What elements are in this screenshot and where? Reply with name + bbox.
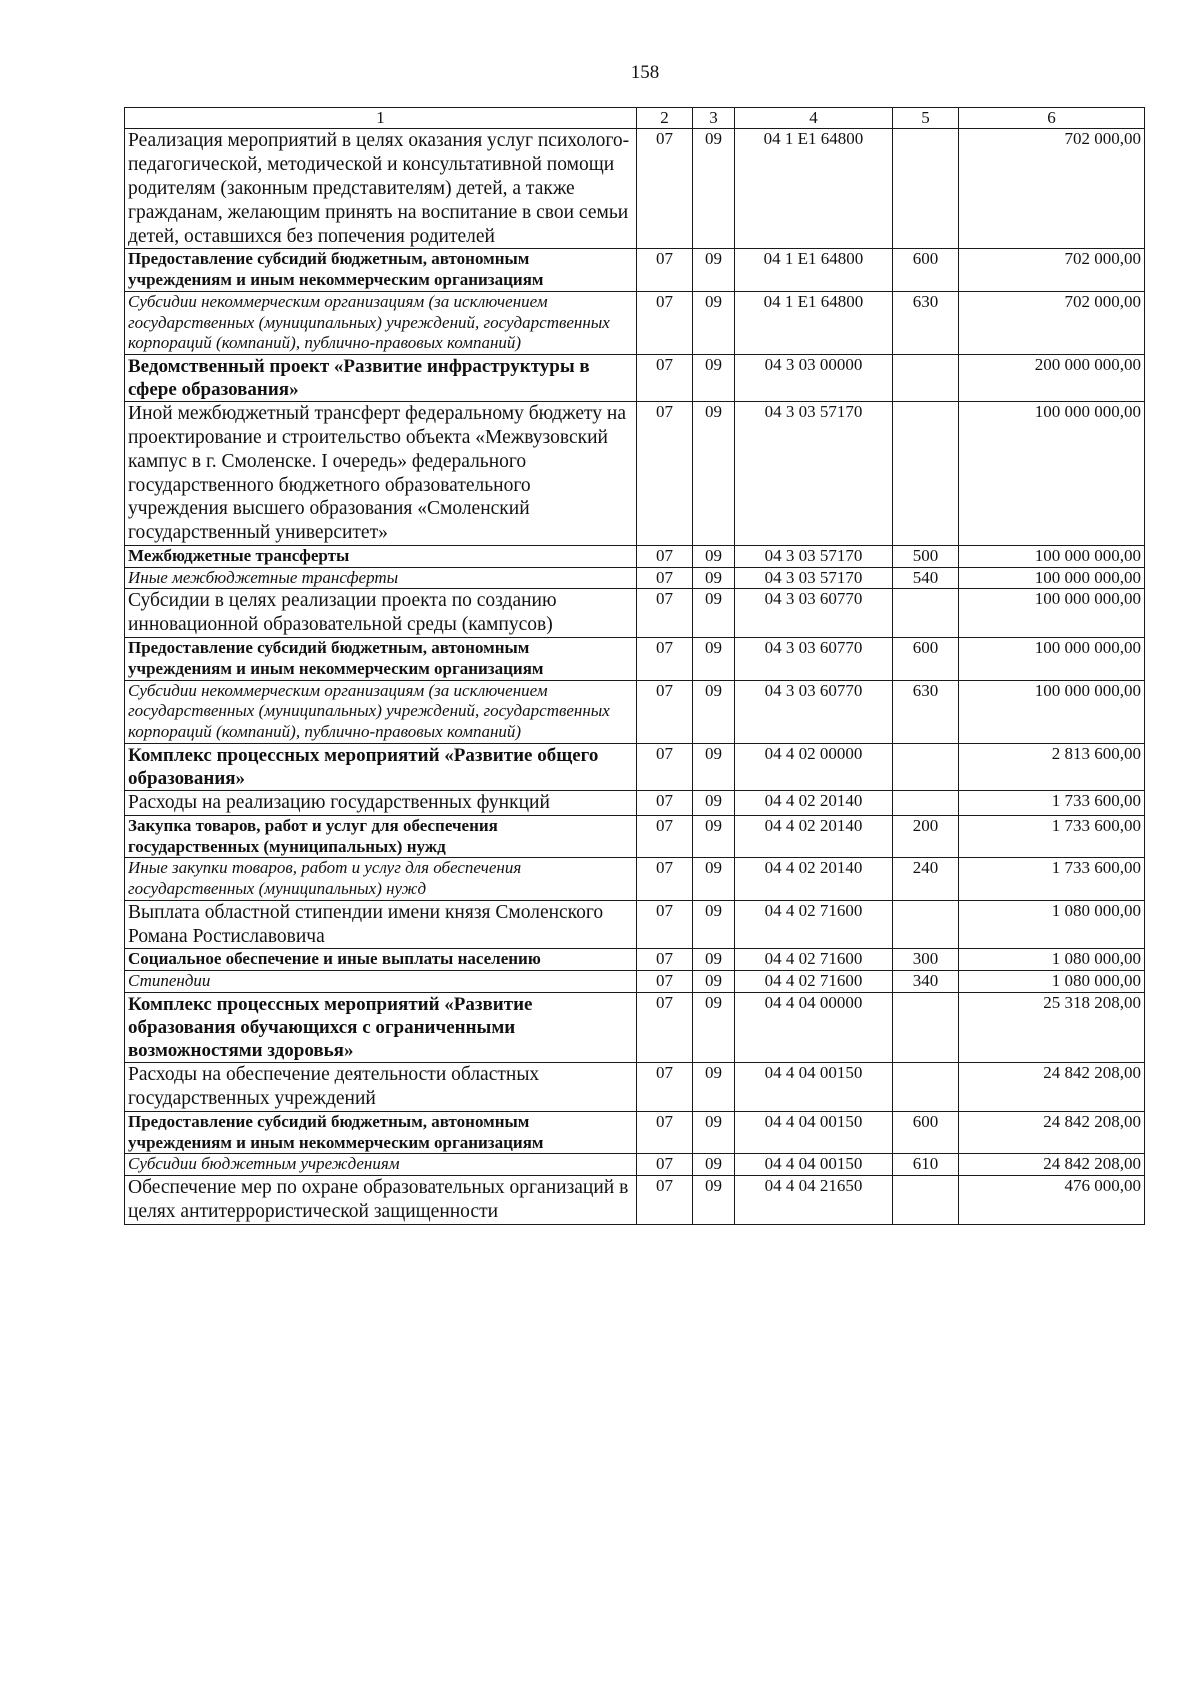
section-code-cell: 07 xyxy=(637,546,693,568)
amount-cell: 702 000,00 xyxy=(959,249,1145,291)
target-article-cell: 04 4 02 20140 xyxy=(735,791,893,816)
column-number-header: 3 xyxy=(693,108,735,129)
expense-name-cell: Стипендии xyxy=(125,971,637,993)
target-article-cell: 04 3 03 00000 xyxy=(735,354,893,401)
column-number-header-row xyxy=(125,108,1145,129)
column-number-header: 1 xyxy=(125,108,637,129)
target-article-cell: 04 1 E1 64800 xyxy=(735,129,893,249)
subsection-code-cell: 09 xyxy=(693,402,735,546)
subsection-code-cell: 09 xyxy=(693,249,735,291)
section-code-cell: 07 xyxy=(637,858,693,900)
target-article-cell: 04 4 02 71600 xyxy=(735,900,893,949)
table-row xyxy=(125,858,1145,900)
amount-cell: 25 318 208,00 xyxy=(959,992,1145,1063)
section-code-cell: 07 xyxy=(637,1176,693,1225)
expense-type-cell xyxy=(893,589,959,638)
subsection-code-cell: 09 xyxy=(693,1154,735,1176)
amount-cell: 476 000,00 xyxy=(959,1176,1145,1225)
expense-name-cell: Предоставление субсидий бюджетным, автономным учреждениям и иным некоммерческим организациям xyxy=(125,249,637,291)
table-row xyxy=(125,743,1145,790)
subsection-code-cell: 09 xyxy=(693,949,735,971)
expense-type-cell xyxy=(893,992,959,1063)
page-number: 158 xyxy=(630,62,660,83)
target-article-cell: 04 4 04 00150 xyxy=(735,1111,893,1153)
amount-cell: 24 842 208,00 xyxy=(959,1111,1145,1153)
amount-cell: 702 000,00 xyxy=(959,291,1145,354)
subsection-code-cell: 09 xyxy=(693,992,735,1063)
expense-type-cell xyxy=(893,129,959,249)
section-code-cell: 07 xyxy=(637,589,693,638)
amount-cell: 1 733 600,00 xyxy=(959,815,1145,857)
target-article-cell: 04 4 02 20140 xyxy=(735,858,893,900)
amount-cell: 100 000 000,00 xyxy=(959,567,1145,589)
column-number-header: 6 xyxy=(959,108,1145,129)
expense-name-cell: Межбюджетные трансферты xyxy=(125,546,637,568)
target-article-cell: 04 4 02 71600 xyxy=(735,971,893,993)
table-row xyxy=(125,354,1145,401)
section-code-cell: 07 xyxy=(637,291,693,354)
expense-type-cell xyxy=(893,1063,959,1112)
expense-type-cell: 200 xyxy=(893,815,959,857)
table-row xyxy=(125,638,1145,680)
target-article-cell: 04 3 03 60770 xyxy=(735,680,893,743)
subsection-code-cell: 09 xyxy=(693,1176,735,1225)
section-code-cell: 07 xyxy=(637,949,693,971)
expense-name-cell: Субсидии некоммерческим организациям (за исключением государственных (муниципальных) учреждений, государственных корпораций (компаний), публично-правовых компаний) xyxy=(125,680,637,743)
section-code-cell: 07 xyxy=(637,638,693,680)
section-code-cell: 07 xyxy=(637,791,693,816)
section-code-cell: 07 xyxy=(637,971,693,993)
target-article-cell: 04 4 02 00000 xyxy=(735,743,893,790)
table-row xyxy=(125,291,1145,354)
amount-cell: 2 813 600,00 xyxy=(959,743,1145,790)
table-row xyxy=(125,546,1145,568)
subsection-code-cell: 09 xyxy=(693,354,735,401)
table-row xyxy=(125,949,1145,971)
subsection-code-cell: 09 xyxy=(693,900,735,949)
target-article-cell: 04 3 03 57170 xyxy=(735,546,893,568)
table-row xyxy=(125,815,1145,857)
expense-name-cell: Комплекс процессных мероприятий «Развитие образования обучающихся с ограниченными возможностями здоровья» xyxy=(125,992,637,1063)
subsection-code-cell: 09 xyxy=(693,589,735,638)
expense-type-cell: 500 xyxy=(893,546,959,568)
expense-name-cell: Выплата областной стипендии имени князя Смоленского Романа Ростиславовича xyxy=(125,900,637,949)
subsection-code-cell: 09 xyxy=(693,680,735,743)
expense-type-cell xyxy=(893,354,959,401)
expense-name-cell: Закупка товаров, работ и услуг для обеспечения государственных (муниципальных) нужд xyxy=(125,815,637,857)
section-code-cell: 07 xyxy=(637,1154,693,1176)
target-article-cell: 04 4 04 00150 xyxy=(735,1063,893,1112)
target-article-cell: 04 3 03 57170 xyxy=(735,402,893,546)
table-row xyxy=(125,791,1145,816)
target-article-cell: 04 4 04 00000 xyxy=(735,992,893,1063)
amount-cell: 200 000 000,00 xyxy=(959,354,1145,401)
expense-type-cell: 300 xyxy=(893,949,959,971)
subsection-code-cell: 09 xyxy=(693,858,735,900)
table-row xyxy=(125,567,1145,589)
target-article-cell: 04 4 04 00150 xyxy=(735,1154,893,1176)
subsection-code-cell: 09 xyxy=(693,1111,735,1153)
amount-cell: 24 842 208,00 xyxy=(959,1154,1145,1176)
budget-table-body xyxy=(125,108,1145,1225)
section-code-cell: 07 xyxy=(637,402,693,546)
column-number-header: 2 xyxy=(637,108,693,129)
subsection-code-cell: 09 xyxy=(693,971,735,993)
expense-name-cell: Социальное обеспечение и иные выплаты населению xyxy=(125,949,637,971)
table-row xyxy=(125,1063,1145,1112)
target-article-cell: 04 4 02 71600 xyxy=(735,949,893,971)
expense-name-cell: Обеспечение мер по охране образовательных организаций в целях антитеррористической защищенности xyxy=(125,1176,637,1225)
table-row xyxy=(125,900,1145,949)
section-code-cell: 07 xyxy=(637,567,693,589)
amount-cell: 100 000 000,00 xyxy=(959,546,1145,568)
column-number-header: 5 xyxy=(893,108,959,129)
expense-type-cell: 600 xyxy=(893,249,959,291)
expense-name-cell: Расходы на обеспечение деятельности областных государственных учреждений xyxy=(125,1063,637,1112)
amount-cell: 100 000 000,00 xyxy=(959,680,1145,743)
section-code-cell: 07 xyxy=(637,992,693,1063)
amount-cell: 702 000,00 xyxy=(959,129,1145,249)
table-row xyxy=(125,1176,1145,1225)
section-code-cell: 07 xyxy=(637,680,693,743)
section-code-cell: 07 xyxy=(637,249,693,291)
amount-cell: 1 080 000,00 xyxy=(959,971,1145,993)
expense-name-cell: Иные закупки товаров, работ и услуг для обеспечения государственных (муниципальных) нужд xyxy=(125,858,637,900)
expense-name-cell: Реализация мероприятий в целях оказания услуг психолого-педагогической, методической и консультативной помощи родителям (законным представителям) детей, а также гражданам, желающим принять на воспитание в свои семьи детей, оставшихся без попечения родителей xyxy=(125,129,637,249)
expense-type-cell: 610 xyxy=(893,1154,959,1176)
subsection-code-cell: 09 xyxy=(693,1063,735,1112)
expense-type-cell: 340 xyxy=(893,971,959,993)
expense-type-cell: 240 xyxy=(893,858,959,900)
subsection-code-cell: 09 xyxy=(693,791,735,816)
amount-cell: 1 080 000,00 xyxy=(959,949,1145,971)
section-code-cell: 07 xyxy=(637,1111,693,1153)
expense-name-cell: Иные межбюджетные трансферты xyxy=(125,567,637,589)
table-row xyxy=(125,680,1145,743)
target-article-cell: 04 3 03 57170 xyxy=(735,567,893,589)
target-article-cell: 04 4 04 21650 xyxy=(735,1176,893,1225)
section-code-cell: 07 xyxy=(637,815,693,857)
table-row xyxy=(125,1154,1145,1176)
subsection-code-cell: 09 xyxy=(693,815,735,857)
subsection-code-cell: 09 xyxy=(693,291,735,354)
expense-type-cell: 600 xyxy=(893,638,959,680)
target-article-cell: 04 4 02 20140 xyxy=(735,815,893,857)
amount-cell: 100 000 000,00 xyxy=(959,589,1145,638)
table-row xyxy=(125,971,1145,993)
expense-name-cell: Иной межбюджетный трансферт федеральному бюджету на проектирование и строительство объекта «Межвузовский кампус в г. Смоленске. I очередь» федерального государственного бюджетного образовательного учреждения высшего образования «Смоленский государственный университет» xyxy=(125,402,637,546)
section-code-cell: 07 xyxy=(637,743,693,790)
expense-type-cell xyxy=(893,402,959,546)
section-code-cell: 07 xyxy=(637,900,693,949)
expense-name-cell: Субсидии в целях реализации проекта по созданию инновационной образовательной среды (кампусов) xyxy=(125,589,637,638)
subsection-code-cell: 09 xyxy=(693,638,735,680)
expense-type-cell: 630 xyxy=(893,680,959,743)
expense-type-cell: 600 xyxy=(893,1111,959,1153)
target-article-cell: 04 1 E1 64800 xyxy=(735,291,893,354)
expense-name-cell: Комплекс процессных мероприятий «Развитие общего образования» xyxy=(125,743,637,790)
expense-name-cell: Предоставление субсидий бюджетным, автономным учреждениям и иным некоммерческим организациям xyxy=(125,638,637,680)
table-row xyxy=(125,402,1145,546)
target-article-cell: 04 1 E1 64800 xyxy=(735,249,893,291)
expense-type-cell xyxy=(893,900,959,949)
expense-name-cell: Субсидии некоммерческим организациям (за исключением государственных (муниципальных) учреждений, государственных корпораций (компаний), публично-правовых компаний) xyxy=(125,291,637,354)
expense-name-cell: Субсидии бюджетным учреждениям xyxy=(125,1154,637,1176)
column-number-header: 4 xyxy=(735,108,893,129)
amount-cell: 100 000 000,00 xyxy=(959,638,1145,680)
amount-cell: 24 842 208,00 xyxy=(959,1063,1145,1112)
subsection-code-cell: 09 xyxy=(693,546,735,568)
table-row xyxy=(125,129,1145,249)
expense-type-cell xyxy=(893,743,959,790)
amount-cell: 1 080 000,00 xyxy=(959,900,1145,949)
amount-cell: 1 733 600,00 xyxy=(959,791,1145,816)
table-row xyxy=(125,589,1145,638)
subsection-code-cell: 09 xyxy=(693,129,735,249)
section-code-cell: 07 xyxy=(637,1063,693,1112)
subsection-code-cell: 09 xyxy=(693,743,735,790)
budget-table xyxy=(124,107,1145,1225)
target-article-cell: 04 3 03 60770 xyxy=(735,638,893,680)
table-row xyxy=(125,992,1145,1063)
table-row xyxy=(125,249,1145,291)
table-row xyxy=(125,1111,1145,1153)
expense-type-cell: 630 xyxy=(893,291,959,354)
expense-type-cell xyxy=(893,1176,959,1225)
subsection-code-cell: 09 xyxy=(693,567,735,589)
expense-name-cell: Предоставление субсидий бюджетным, автономным учреждениям и иным некоммерческим организациям xyxy=(125,1111,637,1153)
expense-name-cell: Ведомственный проект «Развитие инфраструктуры в сфере образования» xyxy=(125,354,637,401)
amount-cell: 100 000 000,00 xyxy=(959,402,1145,546)
expense-type-cell: 540 xyxy=(893,567,959,589)
amount-cell: 1 733 600,00 xyxy=(959,858,1145,900)
section-code-cell: 07 xyxy=(637,129,693,249)
section-code-cell: 07 xyxy=(637,354,693,401)
expense-type-cell xyxy=(893,791,959,816)
target-article-cell: 04 3 03 60770 xyxy=(735,589,893,638)
expense-name-cell: Расходы на реализацию государственных функций xyxy=(125,791,637,816)
